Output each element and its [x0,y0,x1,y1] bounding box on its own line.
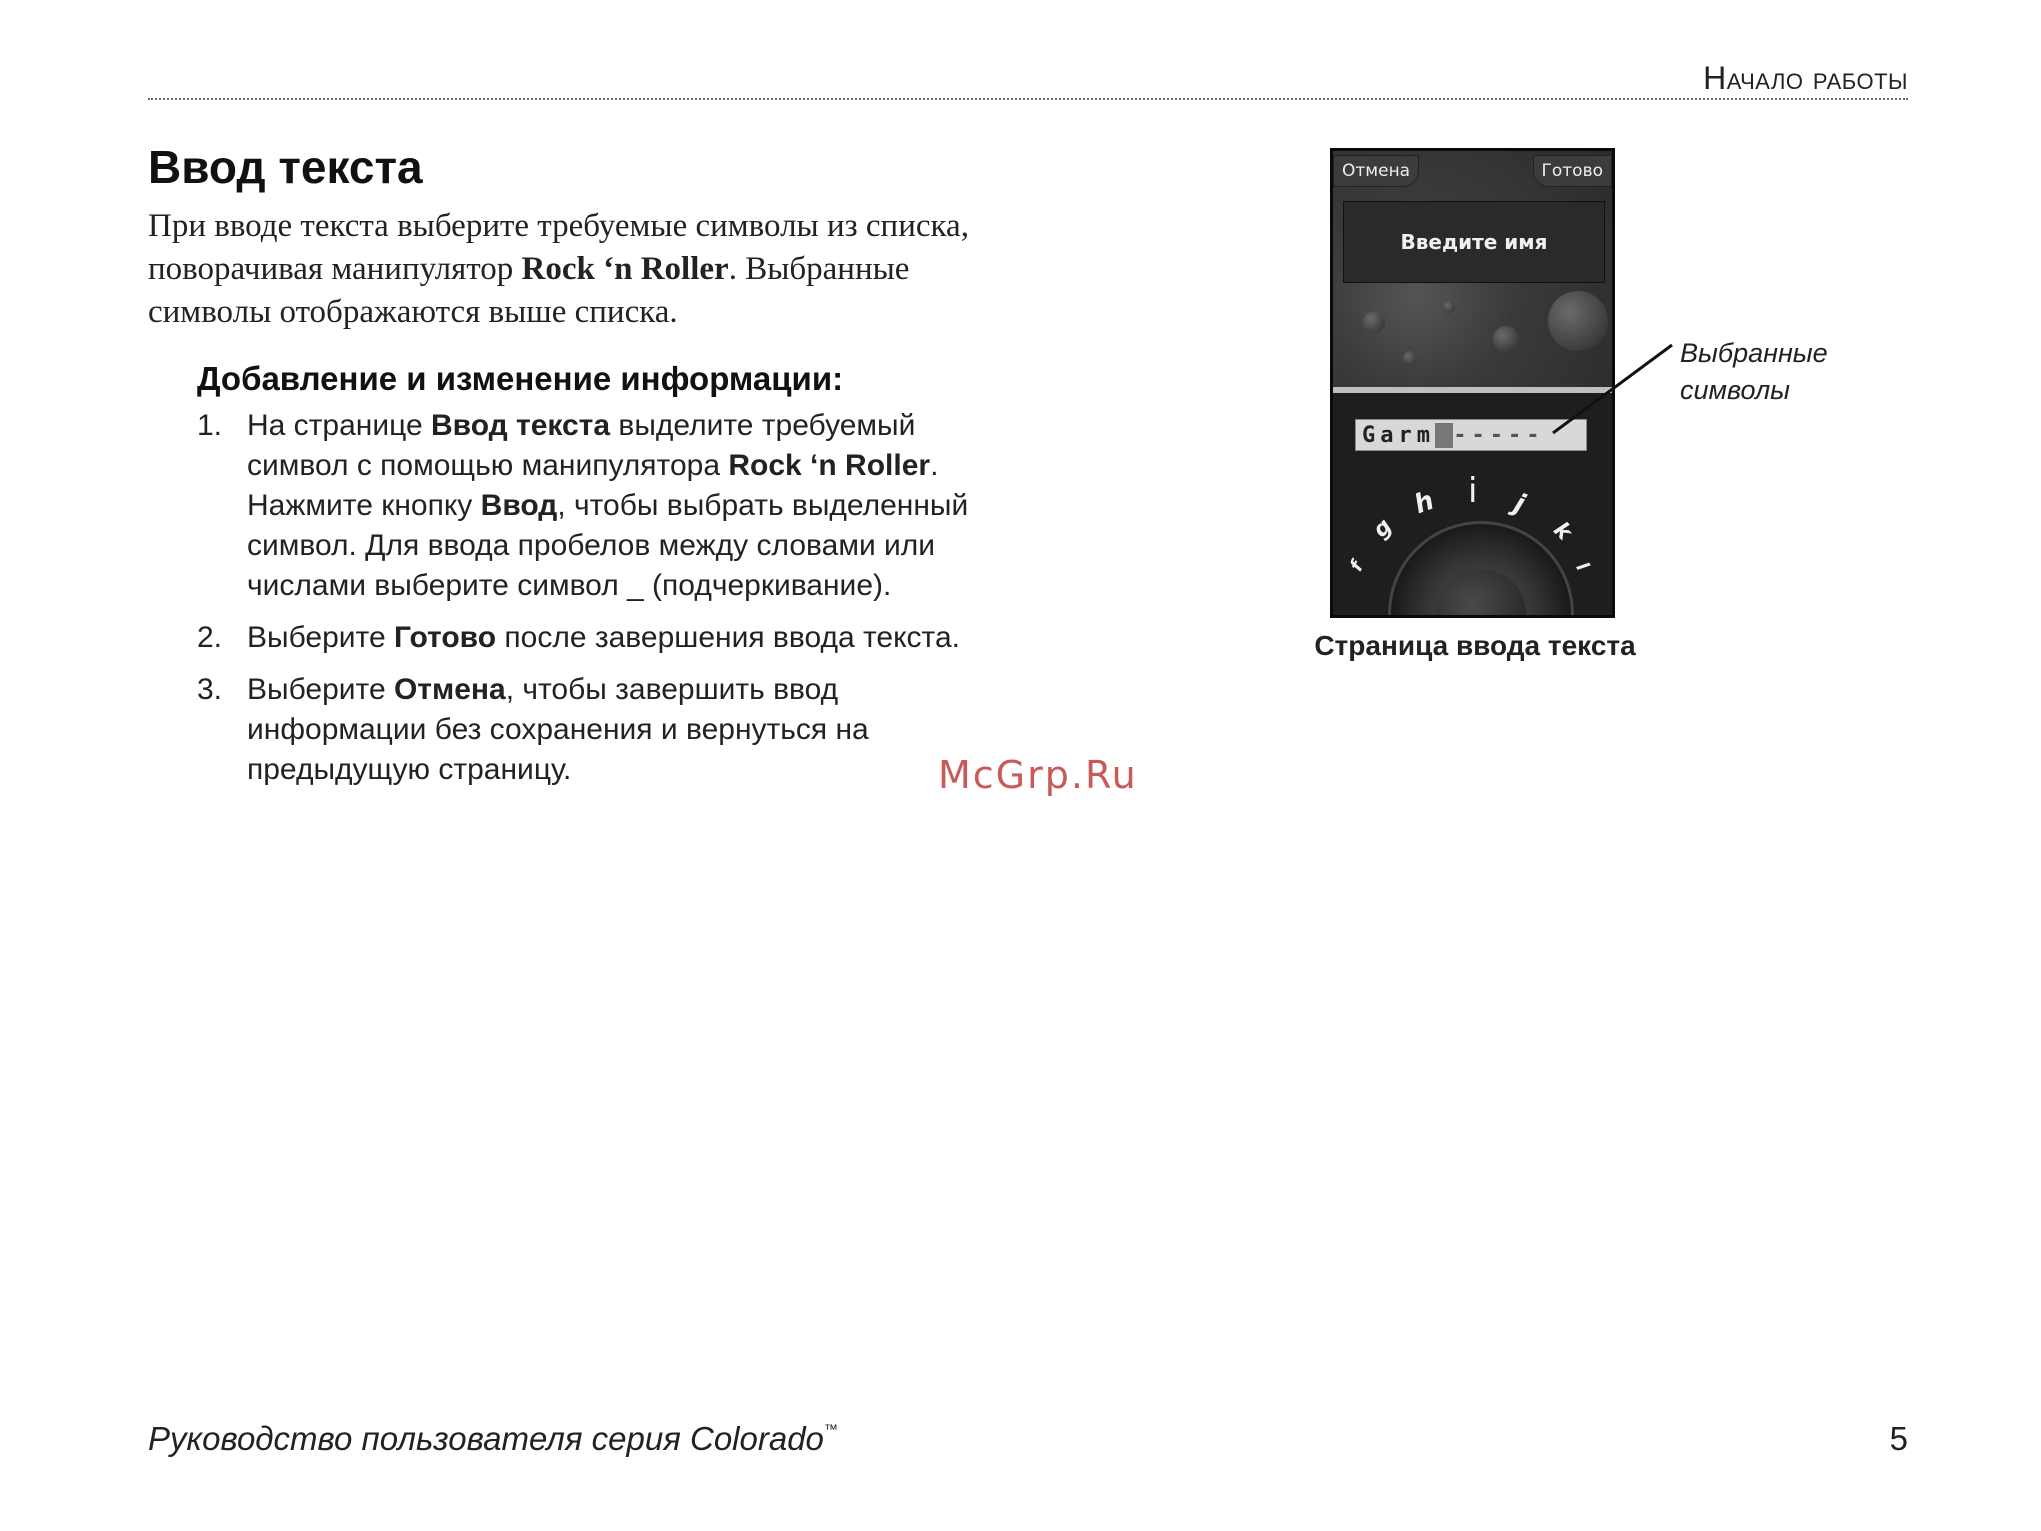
step-number: 2. [197,621,223,654]
entered-text: Garm [1362,423,1435,448]
cancel-button[interactable]: Отмена [1333,155,1419,187]
subsection-title: Добавление и изменение информации: [197,360,844,397]
section-title: Ввод текста [148,141,423,193]
intro-bold-rock-n-roller: Rock ‘n Roller [521,251,729,287]
step-bold: Rock ‘n Roller [728,449,931,482]
intro-text-1: При вводе текста выберите требуемые символы из списка, поворачивая манипулятор [148,208,969,287]
page-number: 5 [1889,1420,1908,1457]
step-text: Выберите [247,621,394,654]
water-drop-decoration [1548,291,1608,351]
header-section-title: Начало работы [1703,60,1908,96]
step-text: . Нажмите кнопку [247,449,939,522]
dial-letter-k[interactable]: k [1548,517,1577,546]
trademark-symbol: ™ [823,1421,838,1437]
dial-letter-l[interactable]: l [1571,558,1593,575]
screen-separator [1333,387,1612,393]
water-drop-decoration [1363,311,1385,333]
step-bold: Ввод текста [430,409,611,442]
name-prompt-box: Введите имя [1343,201,1605,283]
step-text: после завершения ввода текста. [496,621,960,654]
step-text: выделите требуемый символ с помощью манипулятора [247,409,916,482]
footer-manual-text: Руководство пользователя серия Colorado [148,1420,824,1457]
steps-list [197,406,977,802]
dial-letter-h[interactable]: h [1410,485,1439,521]
step-bold: Отмена [393,673,506,706]
watermark-logo: McGrp.Ru [938,753,1138,797]
step-3 [197,670,977,790]
empty-slots: ----- [1453,423,1545,448]
water-drop-decoration [1493,326,1519,352]
step-number: 3. [197,673,223,706]
step-bold: Готово [393,621,497,654]
dial-center [1436,569,1526,618]
done-button[interactable]: Готово [1533,155,1613,187]
footer-manual-title [148,1420,838,1458]
water-drop-decoration [1403,351,1417,365]
step-text: Выберите [247,673,394,706]
figure-caption: Страница ввода текста [1314,630,1636,661]
callout-line-2: символы [1680,375,1791,405]
text-entry-field[interactable] [1355,419,1587,451]
water-drop-decoration [1443,301,1455,313]
text-cursor: _ [1434,423,1454,448]
character-dial[interactable] [1388,521,1574,618]
step-text: На странице [247,409,431,442]
header-divider [148,98,1908,100]
dial-letter-j[interactable]: j [1510,488,1529,520]
step-text: , чтобы выбрать выделенный символ. Для ввода пробелов между словами или числами выберите символ _ (подчеркивание). [247,489,969,602]
dial-letter-g[interactable]: g [1368,514,1398,543]
step-1 [197,406,977,606]
intro-paragraph [148,205,1008,334]
intro-text-2: . Выбранные символы отображаются выше списка. [148,251,910,330]
step-bold: Ввод [480,489,558,522]
step-text: , чтобы завершить ввод информации без сохранения и вернуться на предыдущую страницу. [247,673,869,786]
step-2 [197,618,977,658]
dial-letter-f[interactable]: f [1345,557,1368,576]
step-number: 1. [197,409,223,442]
callout-line-1: Выбранные [1680,338,1828,368]
device-screen-figure [1330,148,1615,618]
dial-letter-i[interactable]: i [1468,471,1478,511]
callout-selected-symbols [1680,335,1900,409]
